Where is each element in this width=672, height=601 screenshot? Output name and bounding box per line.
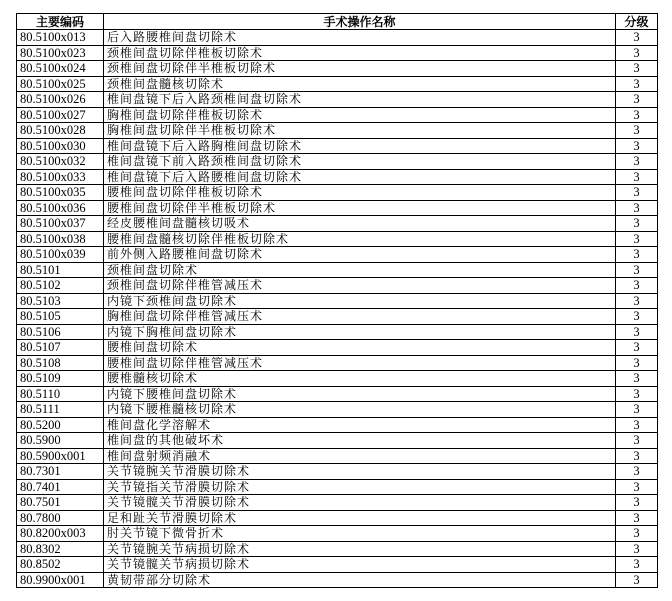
table-header (17, 14, 658, 30)
procedure-grade: 3 (616, 572, 658, 588)
procedure-code: 80.5100x027 (17, 107, 104, 123)
procedure-name: 颈椎间盘切除伴椎管减压术 (104, 278, 616, 294)
table-row (17, 526, 658, 542)
procedure-code: 80.5100x013 (17, 30, 104, 46)
table-row (17, 107, 658, 123)
procedure-code: 80.5100x039 (17, 247, 104, 263)
procedure-code: 80.8302 (17, 541, 104, 557)
table-row (17, 231, 658, 247)
procedure-code: 80.5106 (17, 324, 104, 340)
table-row (17, 30, 658, 46)
procedure-code: 80.5100x035 (17, 185, 104, 201)
procedure-grade: 3 (616, 262, 658, 278)
procedure-code: 80.7501 (17, 495, 104, 511)
procedure-code: 80.5100x033 (17, 169, 104, 185)
procedure-grade: 3 (616, 557, 658, 573)
procedure-grade: 3 (616, 464, 658, 480)
table-row (17, 572, 658, 588)
table-row (17, 247, 658, 263)
procedure-grade: 3 (616, 200, 658, 216)
procedure-code: 80.5100x028 (17, 123, 104, 139)
table-row (17, 557, 658, 573)
procedure-code: 80.5101 (17, 262, 104, 278)
procedure-name: 关节镜髋关节病损切除术 (104, 557, 616, 573)
procedure-grade: 3 (616, 61, 658, 77)
procedure-name: 内镜下胸椎间盘切除术 (104, 324, 616, 340)
table-row (17, 76, 658, 92)
procedure-grade: 3 (616, 541, 658, 557)
procedure-code: 80.5105 (17, 309, 104, 325)
procedure-code: 80.5100x037 (17, 216, 104, 232)
header-procedure-name: 手术操作名称 (104, 14, 616, 30)
procedure-grade: 3 (616, 448, 658, 464)
procedure-code: 80.5900x001 (17, 448, 104, 464)
table-row (17, 154, 658, 170)
procedure-name: 内镜下腰椎间盘切除术 (104, 386, 616, 402)
procedure-grade: 3 (616, 293, 658, 309)
table-row (17, 386, 658, 402)
procedure-code: 80.5111 (17, 402, 104, 418)
procedure-name: 肘关节镜下微骨折术 (104, 526, 616, 542)
procedure-name: 椎间盘镜下后入路胸椎间盘切除术 (104, 138, 616, 154)
procedure-name: 腰椎间盘髓核切除伴椎板切除术 (104, 231, 616, 247)
procedure-name: 内镜下颈椎间盘切除术 (104, 293, 616, 309)
procedure-grade: 3 (616, 495, 658, 511)
procedure-code: 80.5102 (17, 278, 104, 294)
table-row (17, 278, 658, 294)
procedure-grade: 3 (616, 402, 658, 418)
procedure-code: 80.5100x023 (17, 45, 104, 61)
table-row (17, 448, 658, 464)
procedure-grade: 3 (616, 355, 658, 371)
procedure-grade: 3 (616, 185, 658, 201)
procedure-name: 椎间盘镜下后入路腰椎间盘切除术 (104, 169, 616, 185)
procedure-grade: 3 (616, 371, 658, 387)
procedure-name: 椎间盘射频消融术 (104, 448, 616, 464)
procedure-code: 80.5100x024 (17, 61, 104, 77)
procedure-grade: 3 (616, 278, 658, 294)
table-row (17, 309, 658, 325)
table-row (17, 138, 658, 154)
procedure-code: 80.7401 (17, 479, 104, 495)
procedure-grade: 3 (616, 309, 658, 325)
procedure-name: 前外侧入路腰椎间盘切除术 (104, 247, 616, 263)
procedure-grade: 3 (616, 107, 658, 123)
procedure-grade: 3 (616, 169, 658, 185)
table-row (17, 510, 658, 526)
procedure-name: 颈椎间盘髓核切除术 (104, 76, 616, 92)
procedure-grade: 3 (616, 76, 658, 92)
procedure-name: 腰椎间盘切除伴椎板切除术 (104, 185, 616, 201)
table-row (17, 340, 658, 356)
procedure-name: 后入路腰椎间盘切除术 (104, 30, 616, 46)
procedure-code: 80.5200 (17, 417, 104, 433)
table-row (17, 541, 658, 557)
procedure-code: 80.5110 (17, 386, 104, 402)
procedure-grade: 3 (616, 433, 658, 449)
procedure-code: 80.5109 (17, 371, 104, 387)
procedure-name: 关节镜髋关节滑膜切除术 (104, 495, 616, 511)
table-row (17, 417, 658, 433)
procedure-name: 腰椎髓核切除术 (104, 371, 616, 387)
table-row (17, 402, 658, 418)
procedure-code: 80.9900x001 (17, 572, 104, 588)
procedure-code: 80.8502 (17, 557, 104, 573)
procedure-grade: 3 (616, 154, 658, 170)
procedure-name: 腰椎间盘切除伴半椎板切除术 (104, 200, 616, 216)
table-row (17, 464, 658, 480)
table-row (17, 324, 658, 340)
table-row (17, 92, 658, 108)
procedure-code: 80.5100x036 (17, 200, 104, 216)
document-page (16, 13, 658, 588)
table-row (17, 185, 658, 201)
procedure-grade: 3 (616, 45, 658, 61)
procedure-code: 80.5100x032 (17, 154, 104, 170)
procedure-grade: 3 (616, 216, 658, 232)
procedure-code: 80.5100x025 (17, 76, 104, 92)
procedure-name: 椎间盘镜下后入路颈椎间盘切除术 (104, 92, 616, 108)
procedure-grade: 3 (616, 417, 658, 433)
procedure-code: 80.5100x030 (17, 138, 104, 154)
procedure-grade: 3 (616, 340, 658, 356)
table-row (17, 355, 658, 371)
procedure-name: 关节镜腕关节病损切除术 (104, 541, 616, 557)
procedure-code: 80.5107 (17, 340, 104, 356)
procedure-code: 80.7800 (17, 510, 104, 526)
table-row (17, 169, 658, 185)
procedure-grade: 3 (616, 526, 658, 542)
procedure-grade: 3 (616, 123, 658, 139)
header-code: 主要编码 (17, 14, 104, 30)
procedure-name: 足和趾关节滑膜切除术 (104, 510, 616, 526)
procedure-name: 颈椎间盘切除伴半椎板切除术 (104, 61, 616, 77)
procedure-code: 80.7301 (17, 464, 104, 480)
table-row (17, 433, 658, 449)
header-row (17, 14, 658, 30)
procedure-name: 胸椎间盘切除伴椎管减压术 (104, 309, 616, 325)
procedure-grade: 3 (616, 479, 658, 495)
procedure-grade: 3 (616, 30, 658, 46)
procedure-code: 80.5103 (17, 293, 104, 309)
table-row (17, 200, 658, 216)
procedure-name: 颈椎间盘切除术 (104, 262, 616, 278)
procedure-grade: 3 (616, 247, 658, 263)
table-row (17, 61, 658, 77)
table-row (17, 262, 658, 278)
procedure-name: 腰椎间盘切除伴椎管减压术 (104, 355, 616, 371)
procedure-code: 80.5100x038 (17, 231, 104, 247)
table-row (17, 495, 658, 511)
procedure-grade: 3 (616, 510, 658, 526)
procedure-name: 椎间盘的其他破坏术 (104, 433, 616, 449)
table-row (17, 371, 658, 387)
table-row (17, 293, 658, 309)
table-row (17, 216, 658, 232)
procedure-name: 胸椎间盘切除伴椎板切除术 (104, 107, 616, 123)
procedure-name: 腰椎间盘切除术 (104, 340, 616, 356)
procedure-code: 80.5100x026 (17, 92, 104, 108)
procedure-name: 黄韧带部分切除术 (104, 572, 616, 588)
procedure-grade: 3 (616, 324, 658, 340)
procedure-grade: 3 (616, 386, 658, 402)
procedure-grade: 3 (616, 92, 658, 108)
procedure-name: 关节镜指关节滑膜切除术 (104, 479, 616, 495)
table-body (17, 30, 658, 588)
procedure-grade: 3 (616, 138, 658, 154)
procedure-code: 80.8200x003 (17, 526, 104, 542)
table-row (17, 45, 658, 61)
table-row (17, 123, 658, 139)
procedure-name: 关节镜腕关节滑膜切除术 (104, 464, 616, 480)
header-grade: 分级 (616, 14, 658, 30)
surgery-grade-table (16, 13, 658, 588)
procedure-name: 内镜下腰椎髓核切除术 (104, 402, 616, 418)
procedure-grade: 3 (616, 231, 658, 247)
table-row (17, 479, 658, 495)
procedure-name: 经皮腰椎间盘髓核切吸术 (104, 216, 616, 232)
procedure-code: 80.5108 (17, 355, 104, 371)
procedure-name: 椎间盘化学溶解术 (104, 417, 616, 433)
procedure-name: 颈椎间盘切除伴椎板切除术 (104, 45, 616, 61)
procedure-code: 80.5900 (17, 433, 104, 449)
procedure-name: 椎间盘镜下前入路颈椎间盘切除术 (104, 154, 616, 170)
procedure-name: 胸椎间盘切除伴半椎板切除术 (104, 123, 616, 139)
